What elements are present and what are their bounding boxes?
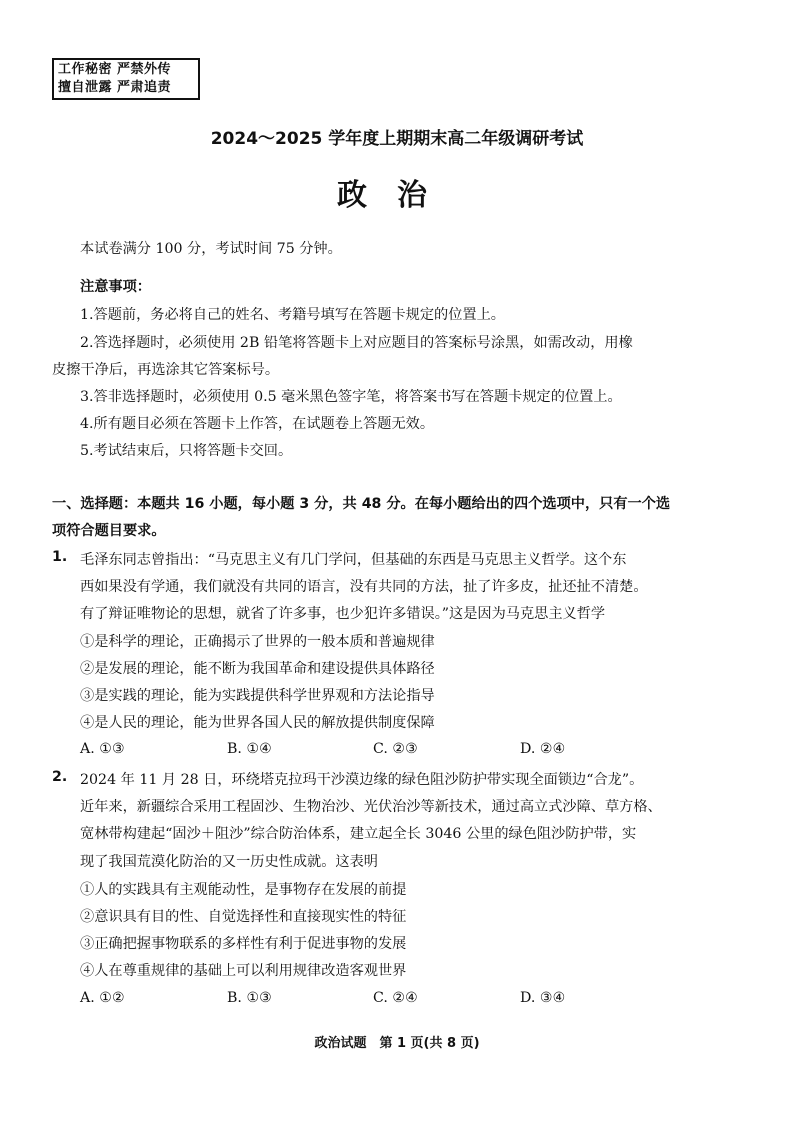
question-2-item: ③正确把握事物联系的多样性有利于促进事物的发展 xyxy=(80,936,407,952)
stamp-line-2: 擅自泄露 严肃追责 xyxy=(58,80,172,95)
note-item-continued: 皮擦干净后，再选涂其它答案标号。 xyxy=(52,362,280,378)
question-1-item: ②是发展的理论，能不断为我国革命和建设提供具体路径 xyxy=(80,661,435,677)
question-1-option-b: B. ①④ xyxy=(227,741,272,757)
question-1-stem: 西如果没有学通，我们就没有共同的语言，没有共同的方法，扯了许多皮，扯还扯不清楚。 xyxy=(80,579,648,595)
question-2-item: ④人在尊重规律的基础上可以利用规律改造客观世界 xyxy=(80,963,407,979)
note-item: 5.考试结束后，只将答题卡交回。 xyxy=(80,443,293,459)
note-item: 3.答非选择题时，必须使用 0.5 毫米黑色签字笔，将答案书写在答题卡规定的位置上。 xyxy=(80,389,622,405)
question-2-item: ②意识具有目的性、自觉选择性和直接现实性的特征 xyxy=(80,909,407,925)
question-2-option-d: D. ③④ xyxy=(520,990,566,1006)
question-1-item: ④是人民的理论，能为世界各国人民的解放提供制度保障 xyxy=(80,715,435,731)
question-2-item: ①人的实践具有主观能动性，是事物存在发展的前提 xyxy=(80,882,407,898)
page-footer: 政治试题 第 1 页(共 8 页) xyxy=(314,1036,480,1051)
section-heading-continued: 项符合题目要求。 xyxy=(52,523,166,539)
notes-heading: 注意事项： xyxy=(80,279,151,295)
subject-title: 政治 xyxy=(337,178,457,213)
question-2-stem: 2024 年 11 月 28 日，环绕塔克拉玛干沙漠边缘的绿色阻沙防护带实现全面锁边“合龙”。 xyxy=(80,772,644,788)
question-1-item: ③是实践的理论，能为实践提供科学世界观和方法论指导 xyxy=(80,688,435,704)
question-1-item: ①是科学的理论，正确揭示了世界的一般本质和普遍规律 xyxy=(80,634,435,650)
question-1-stem: 有了辩证唯物论的思想，就省了许多事，也少犯许多错误。”这是因为马克思主义哲学 xyxy=(80,606,606,622)
question-1-option-d: D. ②④ xyxy=(520,741,566,757)
question-1-stem: 毛泽东同志曾指出：“马克思主义有几门学问，但基础的东西是马克思主义哲学。这个东 xyxy=(80,552,627,568)
note-item: 4.所有题目必须在答题卡上作答，在试题卷上答题无效。 xyxy=(80,416,435,432)
question-1-option-c: C. ②③ xyxy=(373,741,418,757)
exam-title: 2024～2025 学年度上期期末高二年级调研考试 xyxy=(210,129,584,149)
question-2-number: 2. xyxy=(52,769,68,785)
question-1-option-a: A. ①③ xyxy=(80,741,125,757)
stamp-line-1: 工作秘密 严禁外传 xyxy=(58,62,172,77)
note-item: 2.答选择题时，必须使用 2B 铅笔将答题卡上对应题目的答案标号涂黑，如需改动，用橡 xyxy=(80,335,633,351)
question-2-stem: 现了我国荒漠化防治的又一历史性成就。这表明 xyxy=(80,854,378,870)
exam-intro: 本试卷满分 100 分，考试时间 75 分钟。 xyxy=(80,241,342,257)
question-2-stem: 宽林带构建起“固沙＋阻沙”综合防治体系，建立起全长 3046 公里的绿色阻沙防护带，实 xyxy=(80,826,637,842)
section-heading: 一、选择题：本题共 16 小题，每小题 3 分，共 48 分。在每小题给出的四个选项中，只有一个选 xyxy=(52,496,671,512)
question-2-stem: 近年来，新疆综合采用工程固沙、生物治沙、光伏治沙等新技术，通过高立式沙障、草方格、 xyxy=(80,799,662,815)
confidential-stamp xyxy=(52,58,200,100)
note-item: 1.答题前，务必将自己的姓名、考籍号填写在答题卡规定的位置上。 xyxy=(80,307,505,323)
question-2-option-a: A. ①② xyxy=(80,990,125,1006)
question-2-option-b: B. ①③ xyxy=(227,990,272,1006)
question-2-option-c: C. ②④ xyxy=(373,990,418,1006)
question-1-number: 1. xyxy=(52,549,68,565)
